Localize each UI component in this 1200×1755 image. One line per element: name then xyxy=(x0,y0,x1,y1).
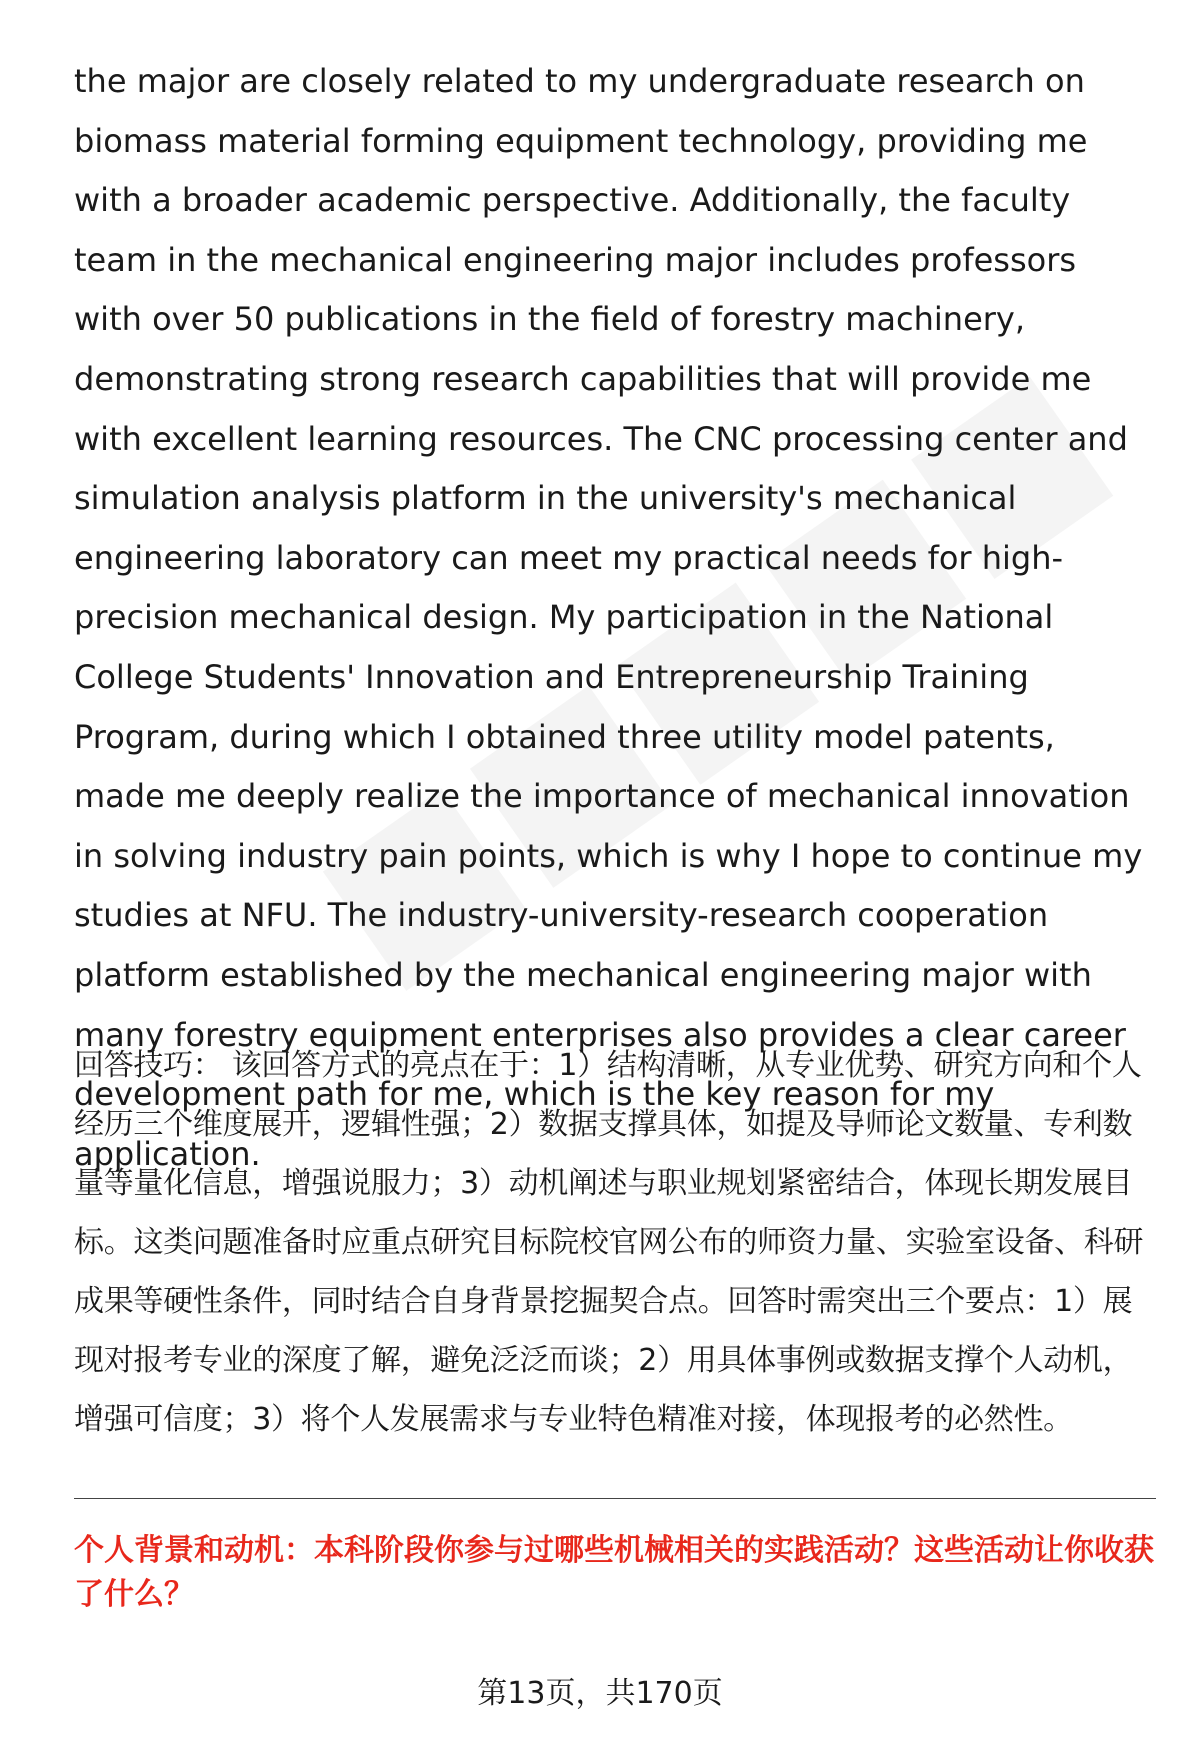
page-number: 第13页，共170页 xyxy=(477,1676,723,1711)
section-divider xyxy=(74,1498,1156,1499)
english-answer-paragraph: the major are closely related to my undergraduate research on biomass material forming equipment technology, providing me with a broader academic perspective. Additionally, the faculty team in the mechanical engineering major includes professors with over 50 publications in the field of forestry machinery, demonstrating strong research capabilities that will provide me with excellent learning resources. The CNC processing center and simulation analysis platform in the university's mechanical engineering laboratory can meet my practical needs for high-precision mechanical design. My participation in the National College Students' Innovation and Entrepreneurship Training Program, during which I obtained three utility model patents, made me deeply realize the importance of mechanical innovation in solving industry pain points, which is why I hope to continue my studies at NFU. The industry-university-research cooperation platform established by the mechanical engineering major with many forestry equipment enterprises also provides a clear career development path for me, which is the key reason for my application. xyxy=(74,62,1143,1173)
answer-tips-paragraph: 回答技巧： 该回答方式的亮点在于：1）结构清晰，从专业优势、研究方向和个人经历三个维度展开，逻辑性强；2）数据支撑具体，如提及导师论文数量、专利数量等量化信息，增强说服力；3）动机阐述与职业规划紧密结合，体现长期发展目标。这类问题准备时应重点研究目标院校官网公布的师资力量、实验室设备、科研成果等硬性条件，同时结合自身背景挖掘契合点。回答时需突出三个要点：1）展现对报考专业的深度了解，避免泛泛而谈；2）用具体事例或数据支撑个人动机，增强可信度；3）将个人发展需求与专业特色精准对接，体现报考的必然性。 xyxy=(74,1048,1144,1437)
next-question-heading: 个人背景和动机：本科阶段你参与过哪些机械相关的实践活动？这些活动让你收获了什么？ xyxy=(74,1533,1154,1612)
